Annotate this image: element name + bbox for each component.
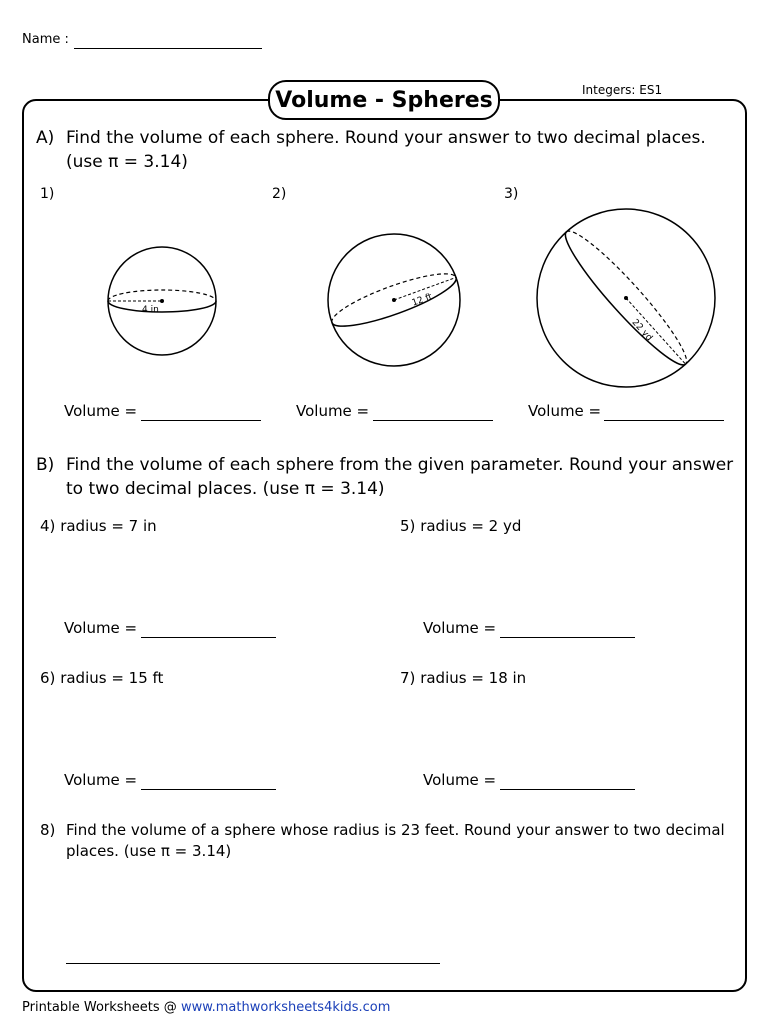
- problem-2-volume-label: Volume =: [296, 402, 370, 420]
- section-b-instruction-line2: to two decimal places. (use π = 3.14): [66, 479, 385, 499]
- problem-2-number: 2): [272, 186, 287, 202]
- problem-8-line2: places. (use π = 3.14): [66, 842, 232, 860]
- problem-4-answer-line[interactable]: [141, 637, 276, 638]
- sphere-1-center: [160, 299, 164, 303]
- sphere-2-great-circle-back: [327, 264, 456, 322]
- section-b-instruction-line1: Find the volume of each sphere from the given parameter. Round your answer: [66, 455, 734, 475]
- section-b-label: B): [36, 455, 55, 475]
- sphere-1-diagram: [100, 245, 225, 357]
- worksheet-title: Volume - Spheres: [268, 80, 500, 120]
- problem-1-answer-line[interactable]: [141, 420, 261, 421]
- sphere-2-great-circle-front: [332, 277, 461, 335]
- sphere-3-diagram: [530, 206, 722, 390]
- problem-4-volume-label: Volume =: [64, 619, 138, 637]
- problem-3-number: 3): [504, 186, 519, 202]
- problem-5-number: 5): [400, 517, 416, 535]
- problem-4-number: 4): [40, 517, 56, 535]
- problem-8-answer-line[interactable]: [66, 963, 440, 964]
- problem-1-volume-label: Volume =: [64, 402, 138, 420]
- section-a-label: A): [36, 128, 55, 148]
- section-a-instruction-line2: (use π = 3.14): [66, 152, 188, 172]
- problem-3-volume-label: Volume =: [528, 402, 602, 420]
- sphere-1-dimension: 4 in: [142, 305, 159, 315]
- problem-7-number: 7): [400, 669, 416, 687]
- footer: [22, 1000, 390, 1015]
- section-a-instruction-line1: Find the volume of each sphere. Round your answer to two decimal places.: [66, 128, 706, 148]
- sphere-2-dimension: 12 ft: [410, 292, 434, 309]
- problem-7: [400, 669, 526, 687]
- sphere-3-great-circle-back: [566, 222, 696, 364]
- name-input-line[interactable]: [74, 48, 262, 49]
- problem-5-volume-label: Volume =: [423, 619, 497, 637]
- problem-2-answer-line[interactable]: [373, 420, 493, 421]
- problem-4: [40, 517, 157, 535]
- problem-7-answer-line[interactable]: [500, 789, 635, 790]
- problem-4-text: radius = 7 in: [60, 517, 157, 535]
- problem-6-volume-label: Volume =: [64, 771, 138, 789]
- sphere-3-great-circle-front: [555, 232, 685, 374]
- footer-link[interactable]: www.mathworksheets4kids.com: [180, 1000, 391, 1015]
- problem-8-line1: Find the volume of a sphere whose radius is 23 feet. Round your answer to two decimal: [66, 821, 725, 839]
- problem-5-text: radius = 2 yd: [420, 517, 522, 535]
- problem-7-text: radius = 18 in: [420, 669, 527, 687]
- problem-7-volume-label: Volume =: [423, 771, 497, 789]
- problem-3-answer-line[interactable]: [604, 420, 724, 421]
- problem-6-text: radius = 15 ft: [60, 669, 164, 687]
- sphere-2-center: [392, 298, 396, 302]
- problem-5-answer-line[interactable]: [500, 637, 635, 638]
- sphere-3-center: [624, 296, 628, 300]
- level-label: Integers: ES1: [582, 83, 663, 97]
- problem-6-number: 6): [40, 669, 56, 687]
- problem-6: [40, 669, 163, 687]
- sphere-3-dimension: 22 yd: [629, 317, 654, 344]
- problem-1-number: 1): [40, 186, 55, 202]
- problem-6-answer-line[interactable]: [141, 789, 276, 790]
- footer-prefix: Printable Worksheets @: [22, 1000, 181, 1015]
- problem-8-number: 8): [40, 821, 56, 839]
- sphere-3-radius-line: [626, 298, 686, 364]
- name-label: Name :: [22, 32, 69, 47]
- problem-5: [400, 517, 521, 535]
- sphere-2-diagram: [322, 232, 466, 368]
